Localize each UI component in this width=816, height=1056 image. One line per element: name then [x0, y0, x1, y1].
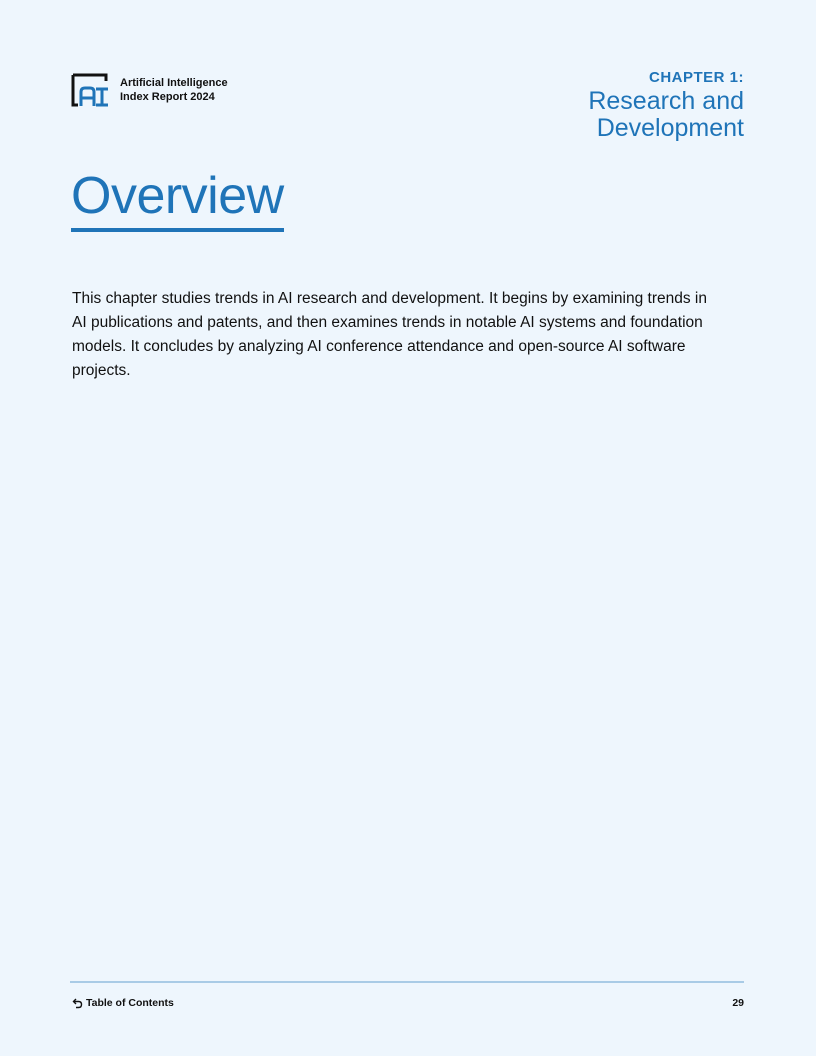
ai-index-logo-icon — [71, 72, 109, 108]
chapter-title-line2: Development — [596, 114, 744, 142]
report-name-line2: Index Report 2024 — [120, 91, 215, 103]
chapter-heading — [588, 68, 744, 142]
intro-paragraph: This chapter studies trends in AI research and development. It begins by examining trends in AI publications and patents, and then examines trends in notable AI systems and foundation models. It concludes by analyzing AI conference attendance and open-source AI software projects. — [72, 290, 707, 379]
report-name — [120, 76, 228, 104]
table-of-contents-label: Table of Contents — [86, 997, 174, 1009]
report-logo — [71, 72, 228, 108]
footer-divider — [70, 981, 744, 983]
report-name-line1: Artificial Intelligence — [120, 77, 228, 89]
chapter-label: CHAPTER 1: — [648, 69, 744, 86]
chapter-title-line1: Research and — [588, 87, 744, 115]
table-of-contents-link[interactable] — [72, 997, 174, 1009]
page-title: Overview — [71, 166, 284, 232]
page-number: 29 — [732, 997, 744, 1009]
return-arrow-icon — [72, 998, 83, 1009]
